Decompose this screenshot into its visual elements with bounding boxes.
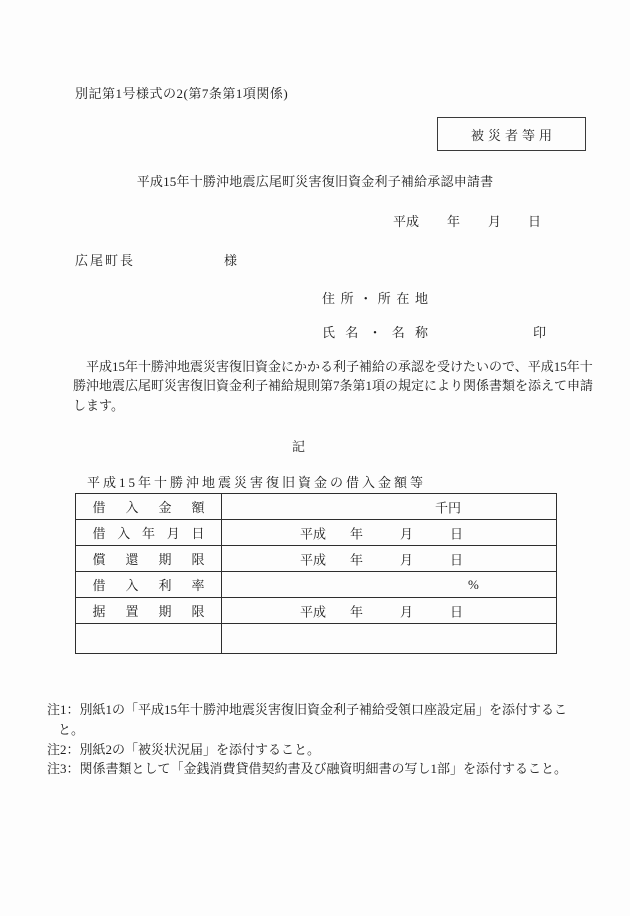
year-label: 年	[447, 214, 461, 229]
unit-label: 千円	[435, 500, 462, 515]
body-line: します。	[73, 397, 124, 413]
row-label-cell	[76, 494, 222, 519]
row-label: 借入年月日	[92, 526, 205, 541]
table-row	[76, 571, 556, 597]
row-label-cell	[76, 546, 222, 571]
era-label: 平成	[300, 526, 327, 541]
year-label: 年	[350, 526, 364, 541]
month-label: 月	[400, 526, 414, 541]
row-value-cell	[222, 598, 556, 623]
date-line	[0, 211, 630, 227]
form-number-label: 別記第1号様式の2(第7条第1項関係)	[75, 86, 289, 101]
row-label-cell	[76, 572, 222, 597]
addressee-name: 広尾町長	[75, 253, 136, 268]
honorific-label: 様	[224, 253, 238, 268]
table-row	[76, 494, 556, 519]
notes-block	[47, 700, 607, 779]
seal-mark: 印	[533, 325, 547, 340]
day-label: 日	[528, 214, 542, 229]
table-caption: 平成15年十勝沖地震災害復旧資金の借入金額等	[87, 475, 427, 490]
day-label: 日	[450, 526, 464, 541]
body-paragraph	[73, 357, 603, 415]
month-label: 月	[488, 214, 502, 229]
note-line: と。	[58, 721, 85, 737]
month-label: 月	[400, 552, 414, 567]
row-label: 償還期限	[92, 552, 205, 567]
body-line: 平成15年十勝沖地震災害復旧資金にかかる利子補給の承認を受けたいので、平成15年十	[73, 359, 593, 374]
note-line: 注1：別紙1の「平成15年十勝沖地震災害復旧資金利子補給受領口座設定届」を添付するこ	[47, 702, 568, 717]
row-label: 借入利率	[92, 578, 205, 593]
table-row	[76, 545, 556, 571]
row-label: 借入金額	[92, 500, 205, 515]
note-line: 注3：関係書類として「金銭消費貸借契約書及び融資明細書の写し1部」を添付すること。	[47, 761, 568, 777]
row-label: 据置期限	[92, 604, 205, 619]
table-row	[76, 623, 556, 653]
section-marker: 記	[292, 439, 306, 454]
row-value-cell	[222, 624, 556, 653]
year-label: 年	[350, 552, 364, 567]
year-label: 年	[350, 604, 364, 619]
era-label: 平成	[393, 214, 420, 229]
document-title: 平成15年十勝沖地震広尾町災害復旧資金利子補給承認申請書	[136, 174, 494, 189]
body-line: 勝沖地震広尾町災害復旧資金利子補給規則第7条第1項の規定により関係書類を添えて申請	[73, 378, 594, 394]
table-row	[76, 519, 556, 545]
day-label: 日	[450, 552, 464, 567]
row-value-cell	[222, 546, 556, 571]
day-label: 日	[450, 604, 464, 619]
row-value-cell	[222, 520, 556, 545]
row-label-cell	[76, 598, 222, 623]
era-label: 平成	[300, 604, 327, 619]
row-value-cell	[222, 572, 556, 597]
row-label-cell	[76, 520, 222, 545]
audience-box	[437, 117, 586, 151]
month-label: 月	[400, 604, 414, 619]
address-field-label: 住所・所在地	[322, 291, 428, 306]
name-field-label: 氏名・名称	[322, 325, 428, 340]
row-value-cell	[222, 494, 556, 519]
row-label-cell	[76, 624, 222, 653]
percent-label: %	[468, 576, 479, 592]
loan-table	[75, 493, 557, 654]
audience-box-label: 被災者等用	[470, 127, 556, 143]
note-line: 注2：別紙2の「被災状況届」を添付すること。	[47, 741, 321, 757]
table-row	[76, 597, 556, 623]
era-label: 平成	[300, 552, 327, 567]
